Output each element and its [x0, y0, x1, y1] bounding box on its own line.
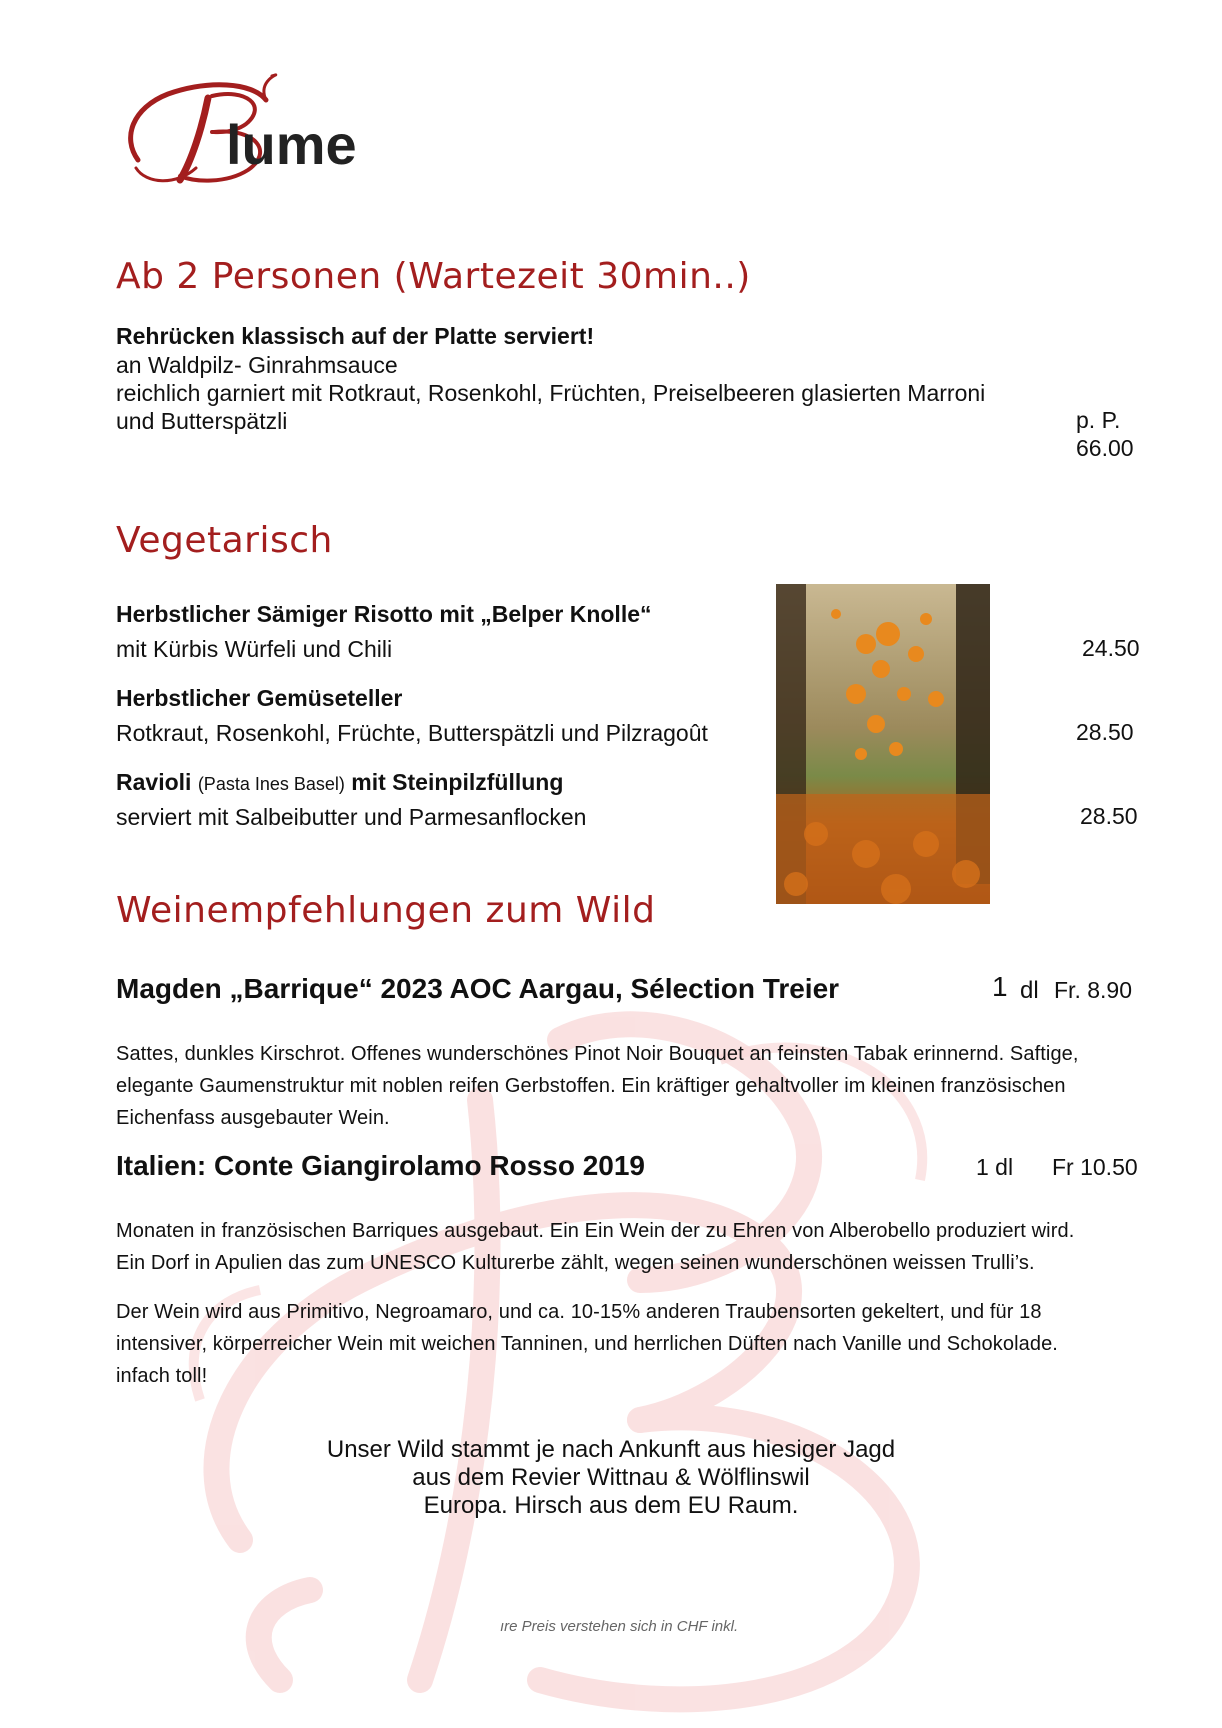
- desc-line: infach toll!: [116, 1365, 208, 1387]
- dish-desc: Rotkraut, Rosenkohl, Früchte, Butterspätzli und Pilzragoût: [116, 720, 708, 746]
- section-heading-vegetarisch: Vegetarisch: [116, 520, 333, 561]
- footer-line: aus dem Revier Wittnau & Wölflinswil: [412, 1464, 810, 1491]
- desc-line: Eichenfass ausgebauter Wein.: [116, 1107, 390, 1129]
- dish-title-risotto: Herbstlicher Sämiger Risotto mit „Belper Knolle“: [116, 601, 652, 627]
- wine-desc: [116, 1038, 1079, 1134]
- wine-price: Fr 10.50: [1052, 1154, 1138, 1180]
- price: 24.50: [1082, 635, 1140, 661]
- desc-line: Sattes, dunkles Kirschrot. Offenes wunderschönes Pinot Noir Bouquet an feinsten Tabak erinnernd. Saftige,: [116, 1043, 1079, 1065]
- footer-origin-note: [0, 1436, 1222, 1520]
- desc-line: intensiver, körperreicher Wein mit weichen Tanninen, und herrlichen Düften nach Vanille und Schokolade.: [116, 1333, 1058, 1355]
- section-heading-ab-2-personen: Ab 2 Personen (Wartezeit 30min..): [116, 256, 751, 297]
- desc-line: Monaten in französischen Barriques ausgebaut. Ein Ein Wein der zu Ehren von Alberobello produziert wird.: [116, 1220, 1075, 1242]
- dish-title-rehruecken: Rehrücken klassisch auf der Platte serviert!: [116, 323, 595, 349]
- footer-line: Europa. Hirsch aus dem EU Raum.: [423, 1492, 799, 1519]
- price-unit: p. P.: [1076, 407, 1121, 433]
- dish-title-gemueseteller: Herbstlicher Gemüseteller: [116, 685, 403, 711]
- dish-line: an Waldpilz- Ginrahmsauce: [116, 352, 398, 378]
- dish-title-ravioli: [116, 768, 563, 798]
- wine-desc: [116, 1296, 1058, 1392]
- dish-desc: mit Kürbis Würfeli und Chili: [116, 636, 393, 662]
- wine-price: Fr. 8.90: [1054, 977, 1132, 1003]
- dish-line: reichlich garniert mit Rotkraut, Rosenkohl, Früchten, Preiselbeeren glasierten Marroni: [116, 380, 986, 406]
- desc-line: elegante Gaumenstruktur mit noblen reifen Gerbstoffen. Ein kräftiger gehaltvoller im kleinen französischen: [116, 1075, 1066, 1097]
- section-heading-weinempfehlungen: Weinempfehlungen zum Wild: [116, 890, 656, 931]
- price: 28.50: [1080, 803, 1138, 829]
- desc-line: Ein Dorf in Apulien das zum UNESCO Kulturerbe zählt, wegen seinen wunderschönen weissen Trulli’s.: [116, 1252, 1035, 1274]
- dish-line: und Butterspätzli: [116, 408, 288, 434]
- price: 28.50: [1076, 719, 1134, 745]
- price-note: ıre Preis verstehen sich in CHF inkl.: [500, 1618, 739, 1635]
- footer-line: Unser Wild stammt je nach Ankunft aus hiesiger Jagd: [326, 1436, 896, 1463]
- desc-line: Der Wein wird aus Primitivo, Negroamaro, und ca. 10-15% anderen Traubensorten gekeltert, und für 18: [116, 1301, 1042, 1323]
- wine-title-conte: Italien: Conte Giangirolamo Rosso 2019: [116, 1150, 646, 1181]
- ravioli-title: Ravioli: [116, 769, 192, 795]
- ravioli-filling: mit Steinpilzfüllung: [351, 769, 564, 795]
- wine-desc: [116, 1215, 1074, 1279]
- ravioli-supplier: (Pasta Ines Basel): [197, 774, 345, 794]
- wine-qty: 1: [992, 971, 1008, 1002]
- price: 66.00: [1076, 435, 1134, 461]
- autumn-leaves-photo: [776, 584, 990, 904]
- wine-qty: 1 dl: [976, 1154, 1014, 1180]
- wine-unit: dl: [1020, 977, 1039, 1004]
- logo-text: lume: [226, 113, 357, 176]
- dish-desc: serviert mit Salbeibutter und Parmesanflocken: [116, 804, 587, 830]
- wine-title-magden: Magden „Barrique“ 2023 AOC Aargau, Sélection Treier: [116, 973, 840, 1004]
